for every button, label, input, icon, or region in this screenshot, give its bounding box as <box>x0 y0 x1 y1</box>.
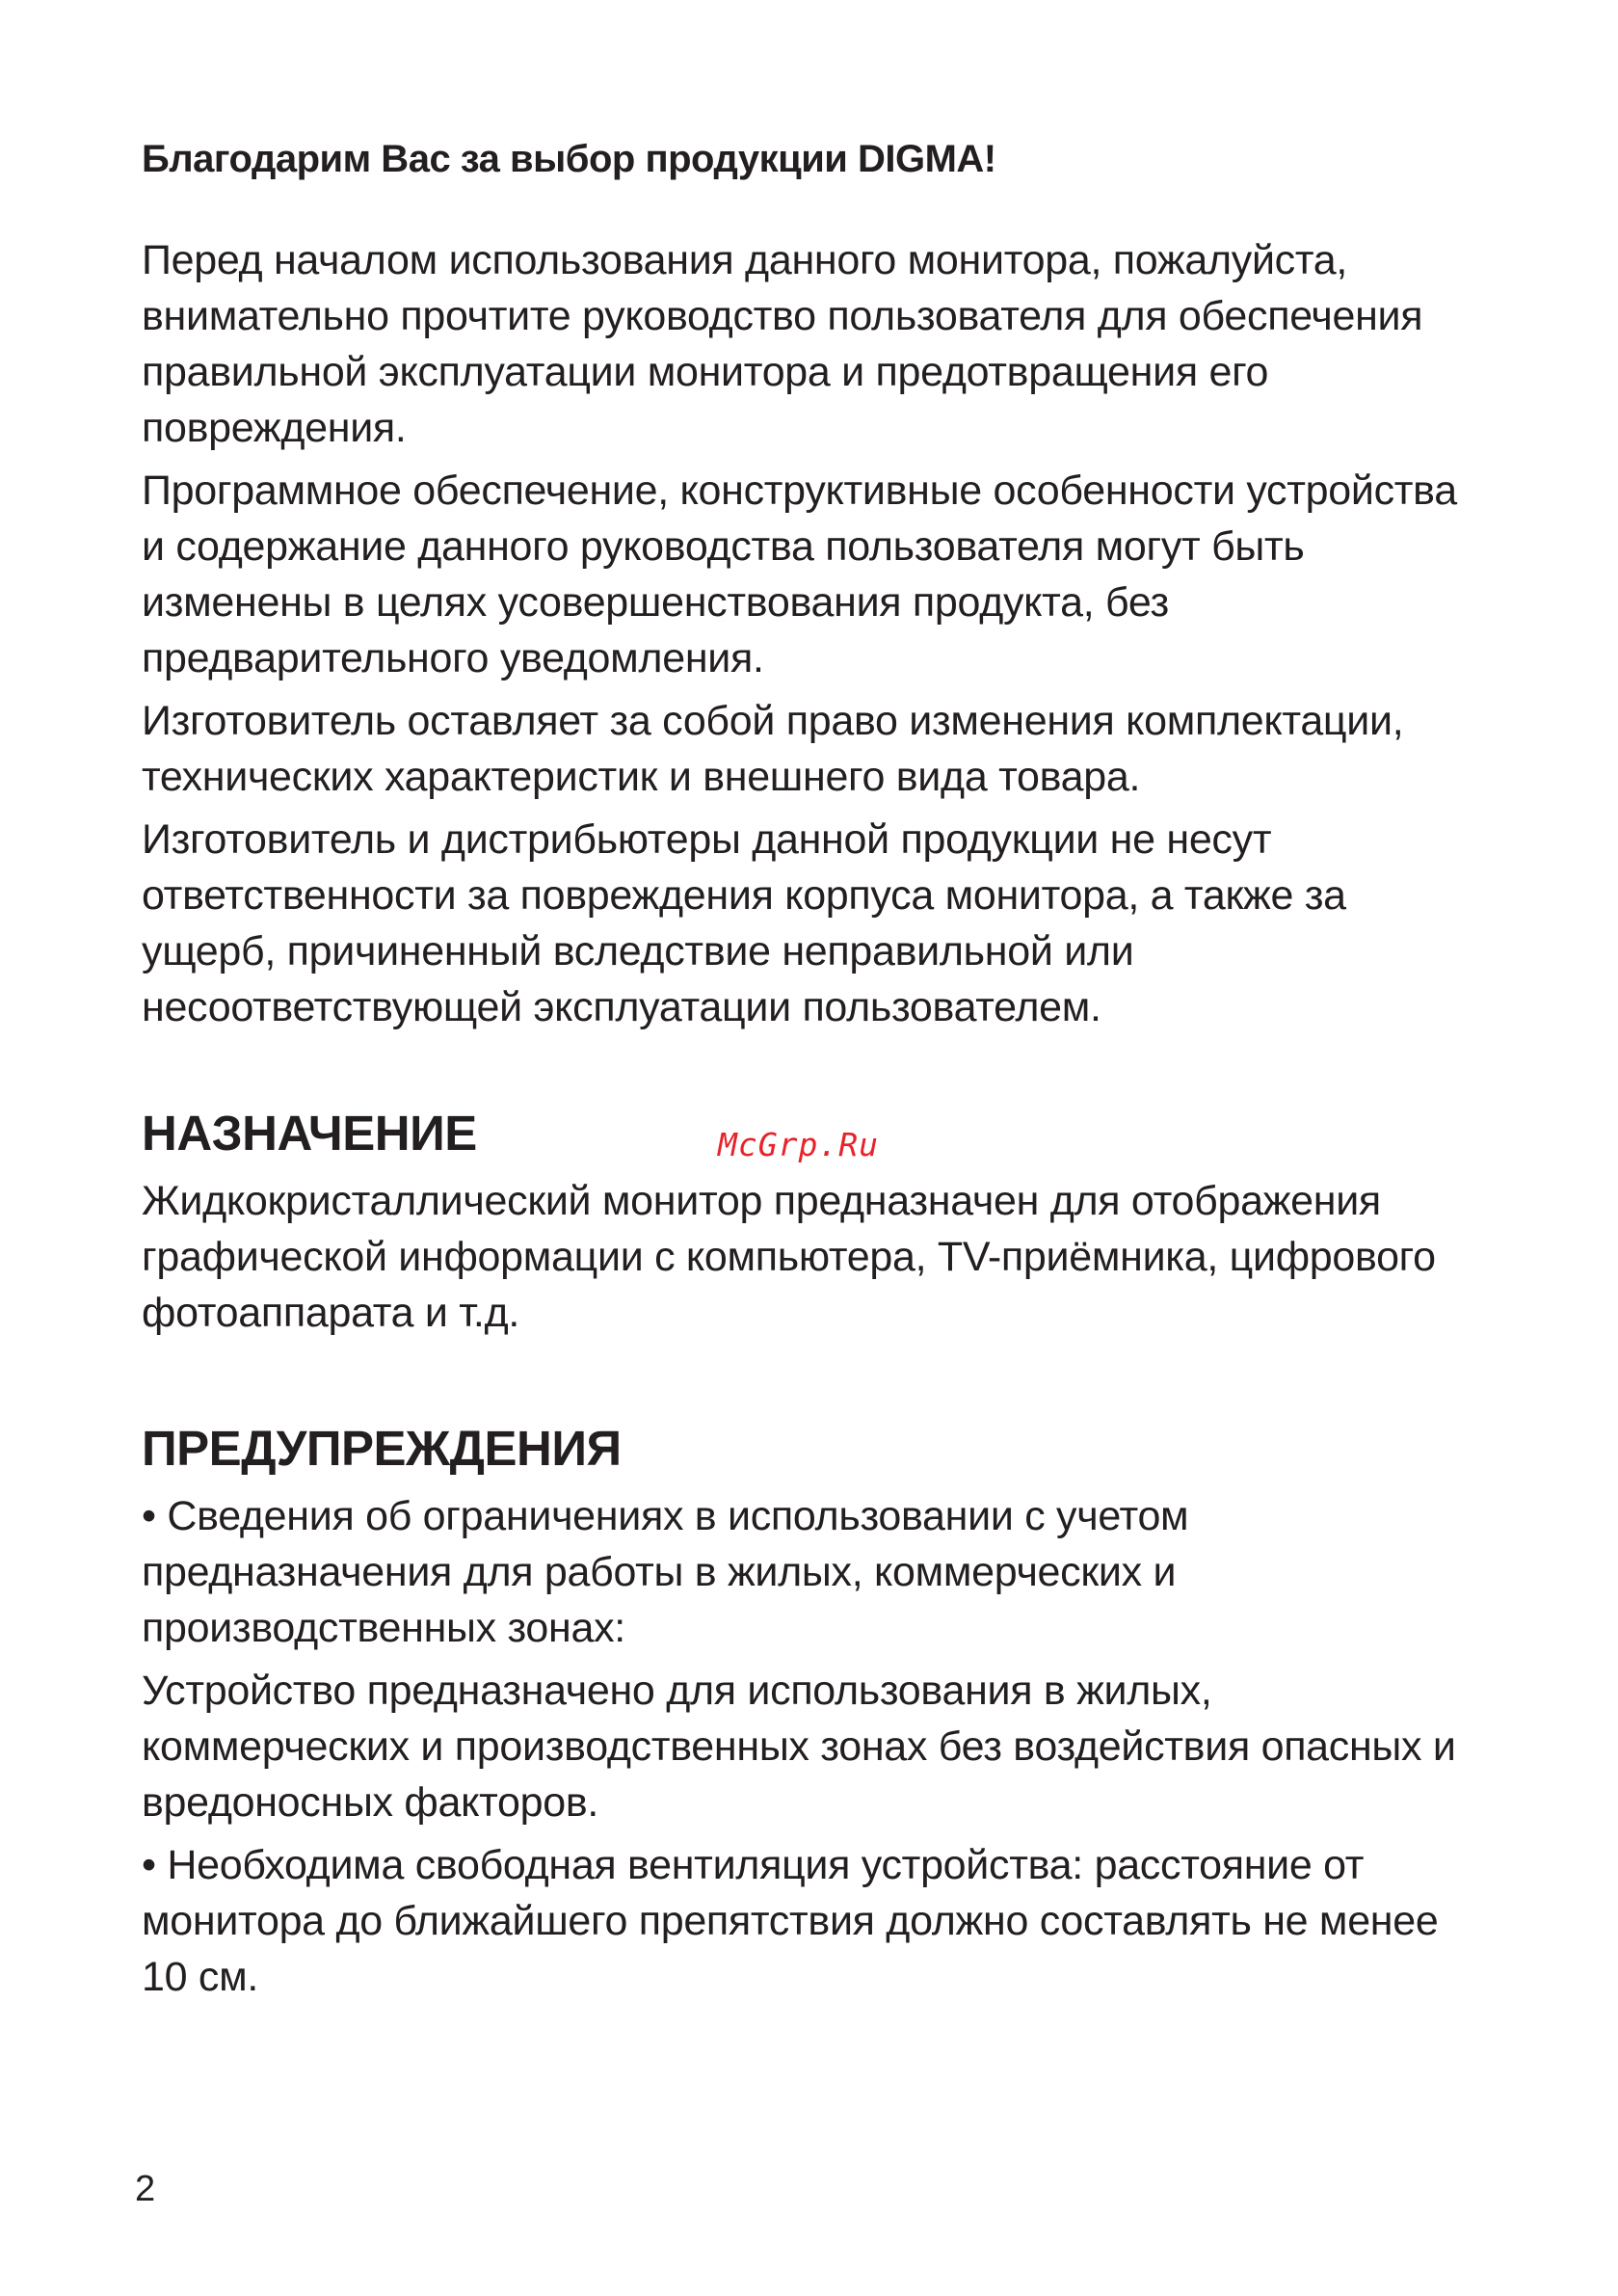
section-heading-purpose: НАЗНАЧЕНИЕ <box>142 1106 477 1161</box>
warning-paragraph: • Сведения об ограничениях в использовании с учетом предназначения для работы в жилых, коммерческих и производственных зонах: <box>142 1493 1189 1651</box>
intro-title: Благодарим Вас за выбор продукции DIGMA! <box>142 138 996 180</box>
intro-paragraph: Перед началом использования данного монитора, пожалуйста, внимательно прочтите руководство пользователя для обеспечения правильной эксплуатации монитора и предотвращения его повреждения. <box>142 237 1423 451</box>
watermark: McGrp.Ru <box>718 1126 879 1163</box>
document-page <box>142 130 1481 2012</box>
warning-paragraph: • Необходима свободная вентиляция устройства: расстояние от монитора до ближайшего препятствия должно составлять не менее 10 см. <box>142 1842 1439 2000</box>
page-number: 2 <box>135 2169 156 2209</box>
purpose-paragraph: Жидкокристаллический монитор предназначен для отображения графической информации с компьютера, TV-приёмника, цифрового фотоаппарата и т.д. <box>142 1178 1436 1336</box>
intro-paragraph: Изготовитель оставляет за собой право изменения комплектации, технических характеристик и внешнего вида товара. <box>142 698 1404 800</box>
warning-paragraph: Устройство предназначено для использования в жилых, коммерческих и производственных зонах без воздействия опасных и вредоносных факторов. <box>142 1668 1456 1826</box>
intro-paragraph: Программное обеспечение, конструктивные особенности устройства и содержание данного руководства пользователя могут быть изменены в целях усовершенствования продукта, без предварительного уведомления. <box>142 467 1457 681</box>
section-heading-warnings: ПРЕДУПРЕЖДЕНИЯ <box>142 1421 622 1476</box>
intro-paragraph: Изготовитель и дистрибьютеры данной продукции не несут ответственности за повреждения корпуса монитора, а также за ущерб, причиненный вследствие неправильной или несоответствующей эксплуатации пользователем. <box>142 816 1346 1030</box>
